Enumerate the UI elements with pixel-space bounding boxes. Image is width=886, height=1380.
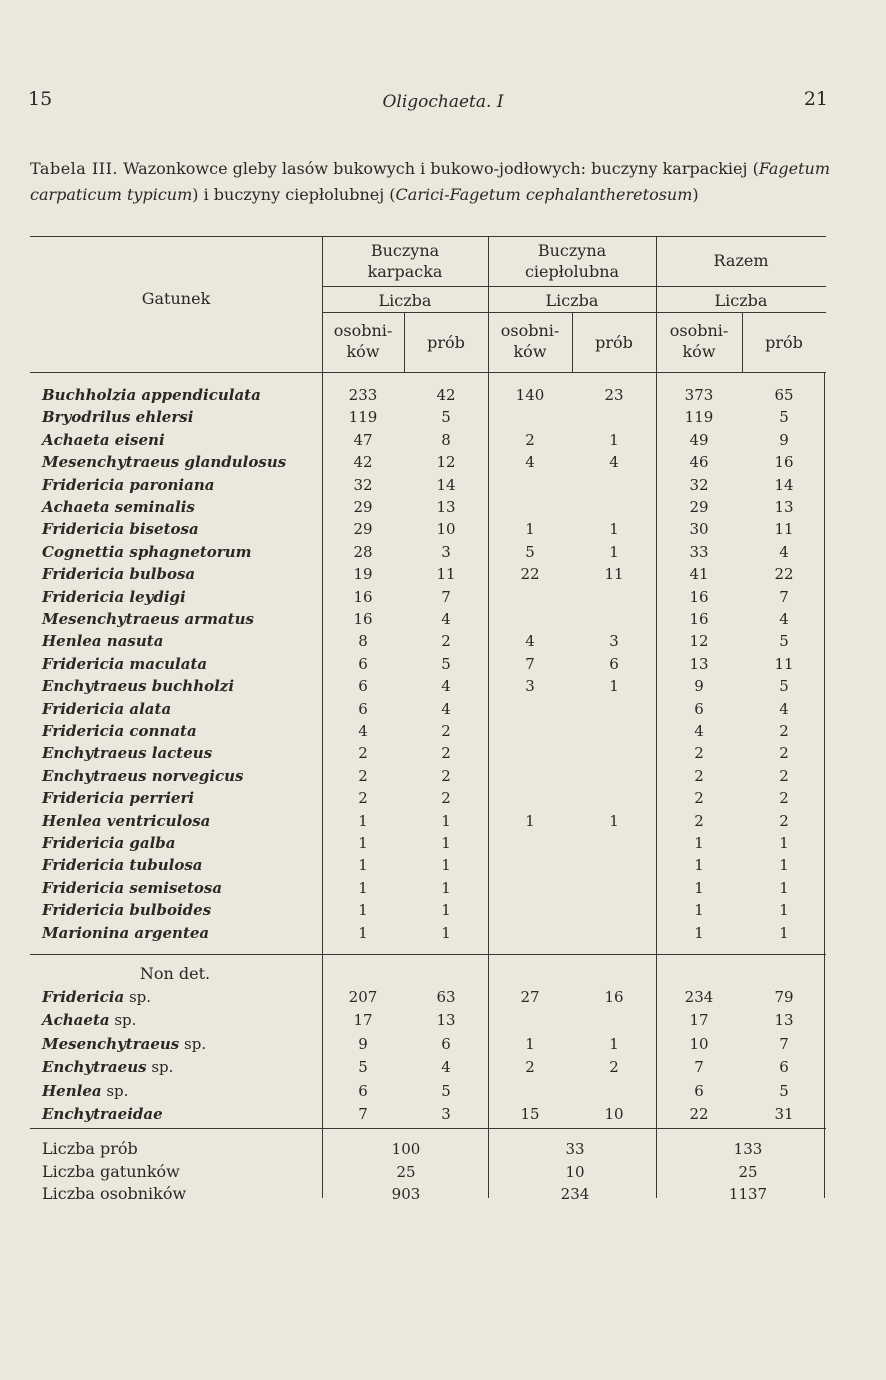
table-cell: 6 bbox=[694, 1081, 704, 1100]
rule-top bbox=[30, 236, 826, 237]
summary-value: 25 bbox=[396, 1162, 416, 1181]
table-cell: 2 bbox=[694, 744, 704, 763]
table-cell: 41 bbox=[689, 565, 709, 584]
table-cell: 16 bbox=[604, 988, 624, 1006]
header-prob-2: prób bbox=[595, 333, 633, 352]
header-group-2-text: Buczyna ciepłolubna bbox=[524, 241, 620, 281]
table-cell: 4 bbox=[441, 677, 451, 696]
running-title: Oligochaeta. I bbox=[382, 92, 504, 112]
table-cell: 1 bbox=[694, 878, 704, 897]
caption-latin-1: Fagetum carpaticum typicum bbox=[30, 159, 831, 204]
table-cell: 42 bbox=[436, 386, 456, 404]
page-number-right: 21 bbox=[803, 88, 828, 110]
table-cell: 16 bbox=[689, 587, 709, 606]
table-cell: 3 bbox=[441, 542, 451, 561]
summary-value: 903 bbox=[391, 1185, 421, 1203]
table-cell: 7 bbox=[779, 587, 789, 606]
table-cell: 119 bbox=[348, 408, 378, 427]
species-suffix: sp. bbox=[146, 1058, 174, 1077]
table-cell: 2 bbox=[358, 766, 368, 785]
table-cell: 46 bbox=[689, 453, 709, 472]
table-cell: 7 bbox=[358, 1105, 368, 1123]
table-cell: 5 bbox=[358, 1058, 368, 1077]
table-cell: 5 bbox=[779, 677, 789, 696]
species-name: Fridericia connata bbox=[42, 722, 197, 740]
table-row bbox=[30, 765, 826, 787]
table-cell: 4 bbox=[441, 1058, 451, 1077]
summary-value: 100 bbox=[391, 1140, 421, 1158]
table-cell: 9 bbox=[779, 430, 789, 449]
species-name: Fridericia tubulosa bbox=[42, 856, 203, 875]
table-cell: 6 bbox=[441, 1034, 451, 1053]
species-name bbox=[42, 1056, 173, 1078]
caption-latin-2: Carici-Fagetum cephalantheretosum bbox=[395, 185, 693, 204]
table-row bbox=[30, 899, 826, 921]
table-cell: 5 bbox=[779, 1081, 789, 1100]
rule-sub-top bbox=[322, 312, 826, 313]
table-cell: 2 bbox=[441, 766, 451, 785]
table-cell: 23 bbox=[604, 386, 624, 404]
table-cell: 2 bbox=[779, 766, 789, 785]
species-name: Henlea nasuta bbox=[42, 632, 164, 651]
table-cell: 2 bbox=[441, 722, 451, 740]
table-cell: 1 bbox=[525, 811, 535, 830]
table-cell: 22 bbox=[520, 565, 540, 584]
summary-value: 133 bbox=[733, 1140, 763, 1158]
table-cell: 27 bbox=[520, 988, 540, 1006]
table-cell: 11 bbox=[774, 654, 794, 673]
header-osobnikow-1 bbox=[322, 320, 404, 362]
table-row bbox=[30, 451, 826, 473]
table-cell: 33 bbox=[689, 542, 709, 561]
table-cell: 6 bbox=[358, 699, 368, 718]
species-name: Mesenchytraeus glandulosus bbox=[42, 453, 287, 472]
species-suffix: sp. bbox=[101, 1081, 129, 1100]
table-cell: 7 bbox=[525, 654, 535, 673]
table-cell: 5 bbox=[779, 408, 789, 427]
table-row bbox=[30, 742, 826, 764]
table-cell: 13 bbox=[436, 498, 456, 516]
table-cell: 1 bbox=[609, 677, 619, 696]
table-cell: 6 bbox=[358, 1081, 368, 1100]
species-name: Bryodrilus ehlersi bbox=[42, 408, 194, 427]
header-osobnikow-2-text: osobni-ków bbox=[500, 321, 560, 361]
table-row bbox=[30, 563, 826, 585]
table-cell: 11 bbox=[604, 565, 624, 584]
summary-value: 33 bbox=[565, 1140, 585, 1158]
table-cell: 234 bbox=[684, 988, 714, 1006]
table-cell: 12 bbox=[436, 453, 456, 472]
table-cell: 3 bbox=[525, 677, 535, 696]
table-cell: 6 bbox=[358, 677, 368, 696]
table-row bbox=[30, 1103, 826, 1125]
table-cell: 1 bbox=[779, 856, 789, 875]
table-row bbox=[30, 586, 826, 608]
species-name: Fridericia bulboides bbox=[42, 901, 212, 920]
header-group-2 bbox=[488, 240, 656, 282]
species-name: Mesenchytraeus armatus bbox=[42, 610, 254, 628]
species-name: Cognettia sphagnetorum bbox=[42, 542, 252, 561]
table-cell: 1 bbox=[358, 856, 368, 875]
table-row bbox=[30, 630, 826, 652]
table-cell: 1 bbox=[609, 542, 619, 561]
species-name bbox=[42, 1033, 206, 1055]
table-cell: 8 bbox=[358, 632, 368, 651]
table-cell: 29 bbox=[353, 520, 373, 539]
table-cell: 1 bbox=[779, 923, 789, 942]
species-name bbox=[42, 1080, 128, 1102]
table-cell: 1 bbox=[779, 901, 789, 920]
species-name bbox=[42, 1103, 163, 1125]
table-cell: 32 bbox=[689, 475, 709, 494]
table-cell: 29 bbox=[689, 498, 709, 516]
table-cell: 2 bbox=[525, 430, 535, 449]
caption-mid: i buczyny ciepłolubnej bbox=[203, 185, 385, 204]
table-row bbox=[30, 653, 826, 675]
species-name: Enchytraeus buchholzi bbox=[42, 677, 235, 696]
genus-name: Enchytraeus bbox=[42, 1058, 147, 1077]
table-cell: 4 bbox=[609, 453, 619, 472]
header-prob-1: prób bbox=[427, 333, 465, 352]
table-cell: 16 bbox=[689, 610, 709, 628]
table-cell: 28 bbox=[353, 542, 373, 561]
table-row bbox=[30, 1009, 826, 1031]
table-cell: 4 bbox=[779, 610, 789, 628]
summary-value: 25 bbox=[738, 1162, 758, 1181]
table-cell: 207 bbox=[348, 988, 378, 1006]
table-cell: 4 bbox=[525, 632, 535, 651]
species-name: Buchholzia appendiculata bbox=[42, 386, 261, 404]
table-cell: 6 bbox=[609, 654, 619, 673]
header-group-1-text: Buczyna karpacka bbox=[367, 241, 443, 281]
table-cell: 2 bbox=[779, 744, 789, 763]
species-name: Fridericia bulbosa bbox=[42, 565, 196, 584]
table-cell: 1 bbox=[779, 834, 789, 852]
species-name: Fridericia alata bbox=[42, 699, 172, 718]
table-cell: 1 bbox=[441, 856, 451, 875]
table-cell: 11 bbox=[774, 520, 794, 539]
species-name: Fridericia leydigi bbox=[42, 587, 186, 606]
table-cell: 1 bbox=[525, 520, 535, 539]
species-suffix: sp. bbox=[124, 988, 152, 1006]
table-cell: 7 bbox=[779, 1034, 789, 1053]
table-cell: 1 bbox=[694, 901, 704, 920]
table-cell: 3 bbox=[609, 632, 619, 651]
header-osobnikow-1-text: osobni-ków bbox=[333, 321, 393, 361]
species-name: Achaeta seminalis bbox=[42, 498, 195, 516]
table-row bbox=[30, 922, 826, 944]
table-cell: 1 bbox=[609, 520, 619, 539]
table-row bbox=[30, 608, 826, 630]
table-cell: 19 bbox=[353, 565, 373, 584]
rule-summary bbox=[30, 1128, 826, 1129]
table-cell: 2 bbox=[779, 811, 789, 830]
table-cell: 79 bbox=[774, 988, 794, 1006]
table-cell: 1 bbox=[694, 834, 704, 852]
table-cell: 4 bbox=[358, 722, 368, 740]
table-row bbox=[30, 675, 826, 697]
table-cell: 14 bbox=[436, 475, 456, 494]
table-cell: 13 bbox=[689, 654, 709, 673]
table-cell: 1 bbox=[441, 901, 451, 920]
table-cell: 4 bbox=[779, 699, 789, 718]
table-cell: 1 bbox=[525, 1034, 535, 1053]
table-row bbox=[30, 877, 826, 899]
table-cell: 2 bbox=[609, 1058, 619, 1077]
header-gatunek: Gatunek bbox=[141, 289, 211, 308]
table-cell: 17 bbox=[689, 1011, 709, 1030]
table-cell: 47 bbox=[353, 430, 373, 449]
table-row bbox=[30, 1033, 826, 1055]
table-cell: 13 bbox=[774, 498, 794, 516]
species-name: Fridericia bisetosa bbox=[42, 520, 199, 539]
table-cell: 1 bbox=[441, 811, 451, 830]
caption-label: Tabela III. bbox=[30, 159, 118, 178]
table-cell: 2 bbox=[694, 811, 704, 830]
table-cell: 16 bbox=[353, 587, 373, 606]
table-cell: 1 bbox=[609, 430, 619, 449]
summary-label: Liczba osobników bbox=[42, 1184, 187, 1203]
page-number-left: 15 bbox=[28, 88, 53, 110]
genus-name: Henlea bbox=[42, 1081, 102, 1100]
summary-row bbox=[30, 1138, 826, 1160]
summary-row bbox=[30, 1183, 826, 1205]
table-cell: 14 bbox=[774, 475, 794, 494]
table-cell: 10 bbox=[689, 1034, 709, 1053]
table-cell: 2 bbox=[358, 744, 368, 763]
table-row bbox=[30, 541, 826, 563]
species-name: Henlea ventriculosa bbox=[42, 811, 211, 830]
table-cell: 2 bbox=[441, 632, 451, 651]
table-cell: 140 bbox=[515, 386, 545, 404]
table-row bbox=[30, 1056, 826, 1078]
summary-value: 10 bbox=[565, 1162, 585, 1181]
species-name bbox=[42, 1009, 136, 1031]
table-row bbox=[30, 474, 826, 496]
table-cell: 30 bbox=[689, 520, 709, 539]
table-cell: 12 bbox=[689, 632, 709, 651]
rule-liczba-top bbox=[322, 286, 826, 287]
header-liczba-2: Liczba bbox=[545, 291, 599, 310]
species-suffix: sp. bbox=[109, 1011, 137, 1030]
summary-value: 1137 bbox=[728, 1185, 768, 1203]
table-cell: 22 bbox=[689, 1105, 709, 1123]
table-cell: 15 bbox=[520, 1105, 540, 1123]
table-row bbox=[30, 429, 826, 451]
table-cell: 65 bbox=[774, 386, 794, 404]
table-cell: 5 bbox=[525, 542, 535, 561]
header-liczba-3: Liczba bbox=[714, 291, 768, 310]
genus-name: Achaeta bbox=[42, 1011, 110, 1030]
table-row bbox=[30, 832, 826, 854]
header-osobnikow-2 bbox=[488, 320, 572, 362]
table-cell: 1 bbox=[694, 856, 704, 875]
species-name: Fridericia galba bbox=[42, 834, 176, 852]
table-row bbox=[30, 854, 826, 876]
table-cell: 2 bbox=[694, 789, 704, 808]
table-row bbox=[30, 406, 826, 428]
header-group-1 bbox=[322, 240, 488, 282]
species-name: Fridericia perrieri bbox=[42, 789, 195, 808]
table-cell: 119 bbox=[684, 408, 714, 427]
table-cell: 2 bbox=[694, 766, 704, 785]
table-cell: 5 bbox=[441, 654, 451, 673]
table-cell: 8 bbox=[441, 430, 451, 449]
table-cell: 373 bbox=[684, 386, 714, 404]
table-cell: 2 bbox=[779, 789, 789, 808]
species-name: Marionina argentea bbox=[42, 923, 210, 942]
non-det-label: Non det. bbox=[139, 964, 211, 983]
table-cell: 1 bbox=[358, 811, 368, 830]
table-cell: 5 bbox=[779, 632, 789, 651]
table-row bbox=[30, 986, 826, 1008]
table-cell: 2 bbox=[779, 722, 789, 740]
table-cell: 1 bbox=[358, 901, 368, 920]
genus-name: Mesenchytraeus bbox=[42, 1034, 180, 1053]
table-cell: 6 bbox=[358, 654, 368, 673]
table-cell: 1 bbox=[358, 923, 368, 942]
table-cell: 29 bbox=[353, 498, 373, 516]
table-cell: 13 bbox=[436, 1011, 456, 1030]
table-cell: 7 bbox=[694, 1058, 704, 1077]
species-name: Fridericia paroniana bbox=[42, 475, 215, 494]
species-name: Enchytraeus lacteus bbox=[42, 744, 213, 763]
summary-label: Liczba gatunków bbox=[42, 1161, 180, 1181]
table-cell: 16 bbox=[774, 453, 794, 472]
table-cell: 6 bbox=[779, 1058, 789, 1077]
table-cell: 11 bbox=[436, 565, 456, 584]
table-cell: 1 bbox=[694, 923, 704, 942]
table-cell: 16 bbox=[353, 610, 373, 628]
rule-nondet bbox=[30, 954, 826, 955]
table-cell: 2 bbox=[525, 1058, 535, 1077]
table-row bbox=[30, 384, 826, 406]
table-cell: 1 bbox=[441, 923, 451, 942]
table-cell: 32 bbox=[353, 475, 373, 494]
species-name: Achaeta eiseni bbox=[42, 430, 165, 449]
table-row bbox=[30, 1080, 826, 1102]
summary-value: 234 bbox=[560, 1185, 590, 1203]
table-cell: 1 bbox=[609, 1034, 619, 1053]
genus-name: Enchytraeidae bbox=[42, 1105, 163, 1123]
species-name: Enchytraeus norvegicus bbox=[42, 766, 244, 785]
table-cell: 6 bbox=[694, 699, 704, 718]
table-cell: 10 bbox=[436, 520, 456, 539]
table-cell: 1 bbox=[779, 878, 789, 897]
species-suffix: sp. bbox=[179, 1034, 207, 1053]
header-liczba-1: Liczba bbox=[378, 291, 432, 310]
header-osobnikow-3-text: osobni-ków bbox=[669, 321, 729, 361]
table-cell: 4 bbox=[779, 542, 789, 561]
header-group-3: Razem bbox=[713, 251, 769, 270]
table-cell: 2 bbox=[358, 789, 368, 808]
table-cell: 1 bbox=[441, 878, 451, 897]
table-cell: 4 bbox=[525, 453, 535, 472]
header-osobnikow-3 bbox=[656, 320, 742, 362]
table-row bbox=[30, 720, 826, 742]
table-cell: 233 bbox=[348, 386, 378, 404]
table-cell: 4 bbox=[441, 610, 451, 628]
table-cell: 13 bbox=[774, 1011, 794, 1030]
species-name bbox=[42, 986, 151, 1008]
table-row bbox=[30, 518, 826, 540]
table-cell: 1 bbox=[358, 834, 368, 852]
table-row bbox=[30, 496, 826, 518]
genus-name: Fridericia bbox=[42, 988, 125, 1006]
table-caption: Tabela III. Wazonkowce gleby lasów bukowych i bukowo-jodłowych: buczyny karpackiej (Fagetum carpaticum typicum) i buczyny ciepłolubnej (Carici-Fagetum cephalantheretosum) bbox=[30, 159, 831, 204]
species-name: Fridericia semisetosa bbox=[42, 878, 223, 897]
table-cell: 9 bbox=[694, 677, 704, 696]
table-row bbox=[30, 698, 826, 720]
table-cell: 1 bbox=[441, 834, 451, 852]
table-cell: 42 bbox=[353, 453, 373, 472]
table-cell: 1 bbox=[358, 878, 368, 897]
table-cell: 63 bbox=[436, 988, 456, 1006]
species-name: Fridericia maculata bbox=[42, 654, 208, 673]
table-cell: 10 bbox=[604, 1105, 624, 1123]
table-cell: 4 bbox=[441, 699, 451, 718]
table-cell: 1 bbox=[609, 811, 619, 830]
summary-label: Liczba prób bbox=[42, 1139, 138, 1158]
rule-header-bottom bbox=[30, 372, 826, 373]
table-cell: 22 bbox=[774, 565, 794, 584]
table-cell: 7 bbox=[441, 587, 451, 606]
table-row bbox=[30, 787, 826, 809]
table-row bbox=[30, 810, 826, 832]
table-cell: 49 bbox=[689, 430, 709, 449]
table-cell: 3 bbox=[441, 1105, 451, 1123]
table-cell: 2 bbox=[441, 744, 451, 763]
header-prob-3: prób bbox=[765, 333, 803, 352]
table-cell: 17 bbox=[353, 1011, 373, 1030]
table-cell: 5 bbox=[441, 408, 451, 427]
summary-row bbox=[30, 1161, 826, 1183]
table-cell: 4 bbox=[694, 722, 704, 740]
table-cell: 2 bbox=[441, 789, 451, 808]
caption-text: Wazonkowce gleby lasów bukowych i bukowo-jodłowych: buczyny karpackiej bbox=[123, 159, 748, 178]
table-cell: 5 bbox=[441, 1081, 451, 1100]
table-cell: 31 bbox=[774, 1105, 794, 1123]
table-cell: 9 bbox=[358, 1034, 368, 1053]
